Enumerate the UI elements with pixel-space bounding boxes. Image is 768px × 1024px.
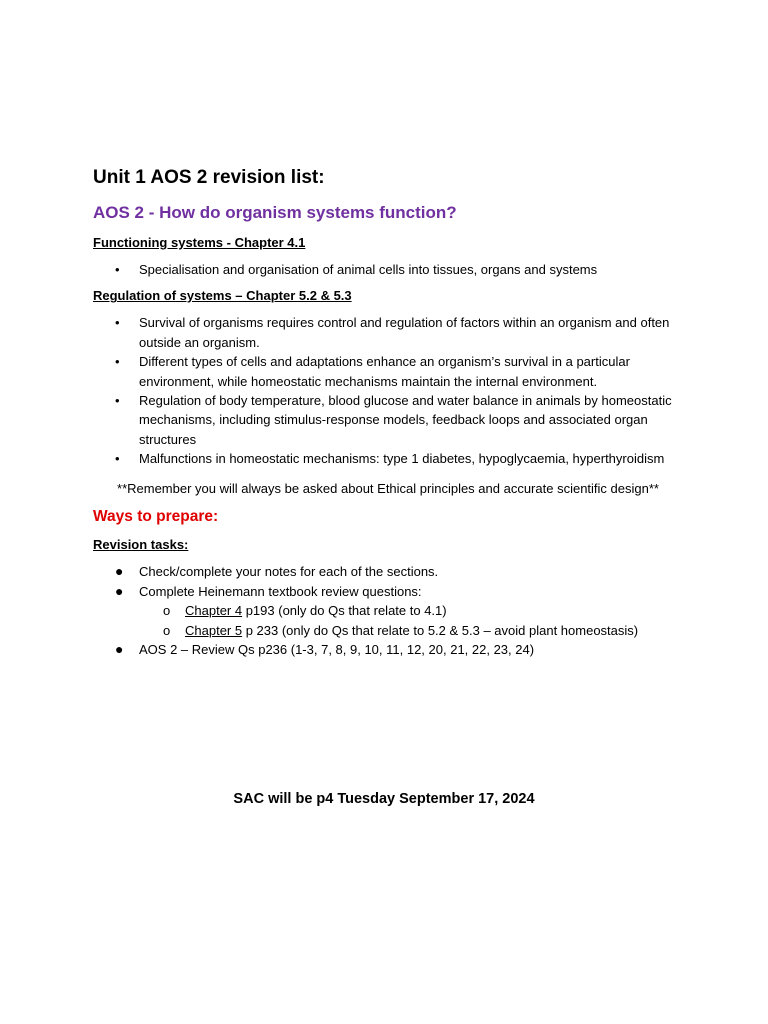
section-heading-regulation-of-systems: Regulation of systems – Chapter 5.2 & 5.3 (93, 288, 352, 304)
list-item (93, 449, 683, 468)
document-title: Unit 1 AOS 2 revision list: (93, 167, 325, 188)
bullet-icon: ● (115, 582, 124, 599)
bullet-icon: • (115, 315, 120, 331)
list-item-text: Complete Heinemann textbook review questions: (139, 583, 422, 599)
chapter-5-link[interactable]: Chapter 5 (185, 622, 243, 638)
list-item (139, 601, 683, 621)
list-item-text: Different types of cells and adaptations enhance an organism’s survival in a particular environment, while homeostatic mechanisms maintain the internal environment. (139, 354, 630, 389)
sac-date-notice: SAC will be p4 Tuesday September 17, 2024 (233, 791, 535, 807)
list-item-text: p 233 (only do Qs that relate to 5.2 & 5.3 – avoid plant homeostasis) (242, 622, 639, 638)
textbook-questions-sublist (139, 601, 683, 640)
list-item-text: Survival of organisms requires control and regulation of factors within an organism and often outside an organism. (139, 315, 670, 350)
bullet-icon: • (115, 262, 120, 277)
circle-bullet-icon: o (163, 603, 171, 619)
bullet-icon: ● (115, 563, 124, 580)
chapter-4-link[interactable]: Chapter 4 (185, 603, 243, 619)
bullet-icon: • (115, 354, 120, 370)
bullet-icon: ● (115, 641, 124, 658)
list-item-text: Malfunctions in homeostatic mechanisms: type 1 diabetes, hypoglycaemia, hyperthyroidism (139, 451, 665, 467)
list-item (93, 640, 683, 660)
list-item-text: AOS 2 – Review Qs p236 (1-3, 7, 8, 9, 10, 11, 12, 20, 21, 22, 23, 24) (139, 642, 535, 658)
functioning-systems-list (93, 260, 683, 279)
list-item (93, 313, 683, 352)
section-heading-functioning-systems: Functioning systems - Chapter 4.1 (93, 235, 306, 250)
list-item (93, 391, 683, 449)
bullet-icon: • (115, 451, 120, 467)
list-item-text: p193 (only do Qs that relate to 4.1) (242, 603, 447, 619)
list-item (93, 352, 683, 391)
revision-tasks-list (93, 562, 683, 660)
circle-bullet-icon: o (163, 622, 171, 638)
document-content (93, 166, 683, 660)
list-item (93, 582, 683, 641)
list-item-text: Regulation of body temperature, blood glucose and water balance in animals by homeostatic mechanisms, including stimulus-response models, feedback loops and associated organ structures (139, 393, 672, 447)
list-item (93, 260, 683, 279)
bullet-icon: • (115, 393, 120, 409)
list-item-text: Check/complete your notes for each of the sections. (139, 564, 439, 580)
revision-tasks-heading: Revision tasks: (93, 537, 189, 553)
ethics-reminder-note: **Remember you will always be asked about Ethical principles and accurate scientific design** (117, 480, 659, 496)
list-item (139, 621, 683, 641)
list-item (93, 562, 683, 582)
list-item-text: Specialisation and organisation of animal cells into tissues, organs and systems (139, 262, 598, 277)
aos-subtitle: AOS 2 - How do organism systems function? (93, 203, 457, 222)
ways-to-prepare-heading: Ways to prepare: (93, 508, 219, 526)
regulation-of-systems-list (93, 313, 683, 468)
